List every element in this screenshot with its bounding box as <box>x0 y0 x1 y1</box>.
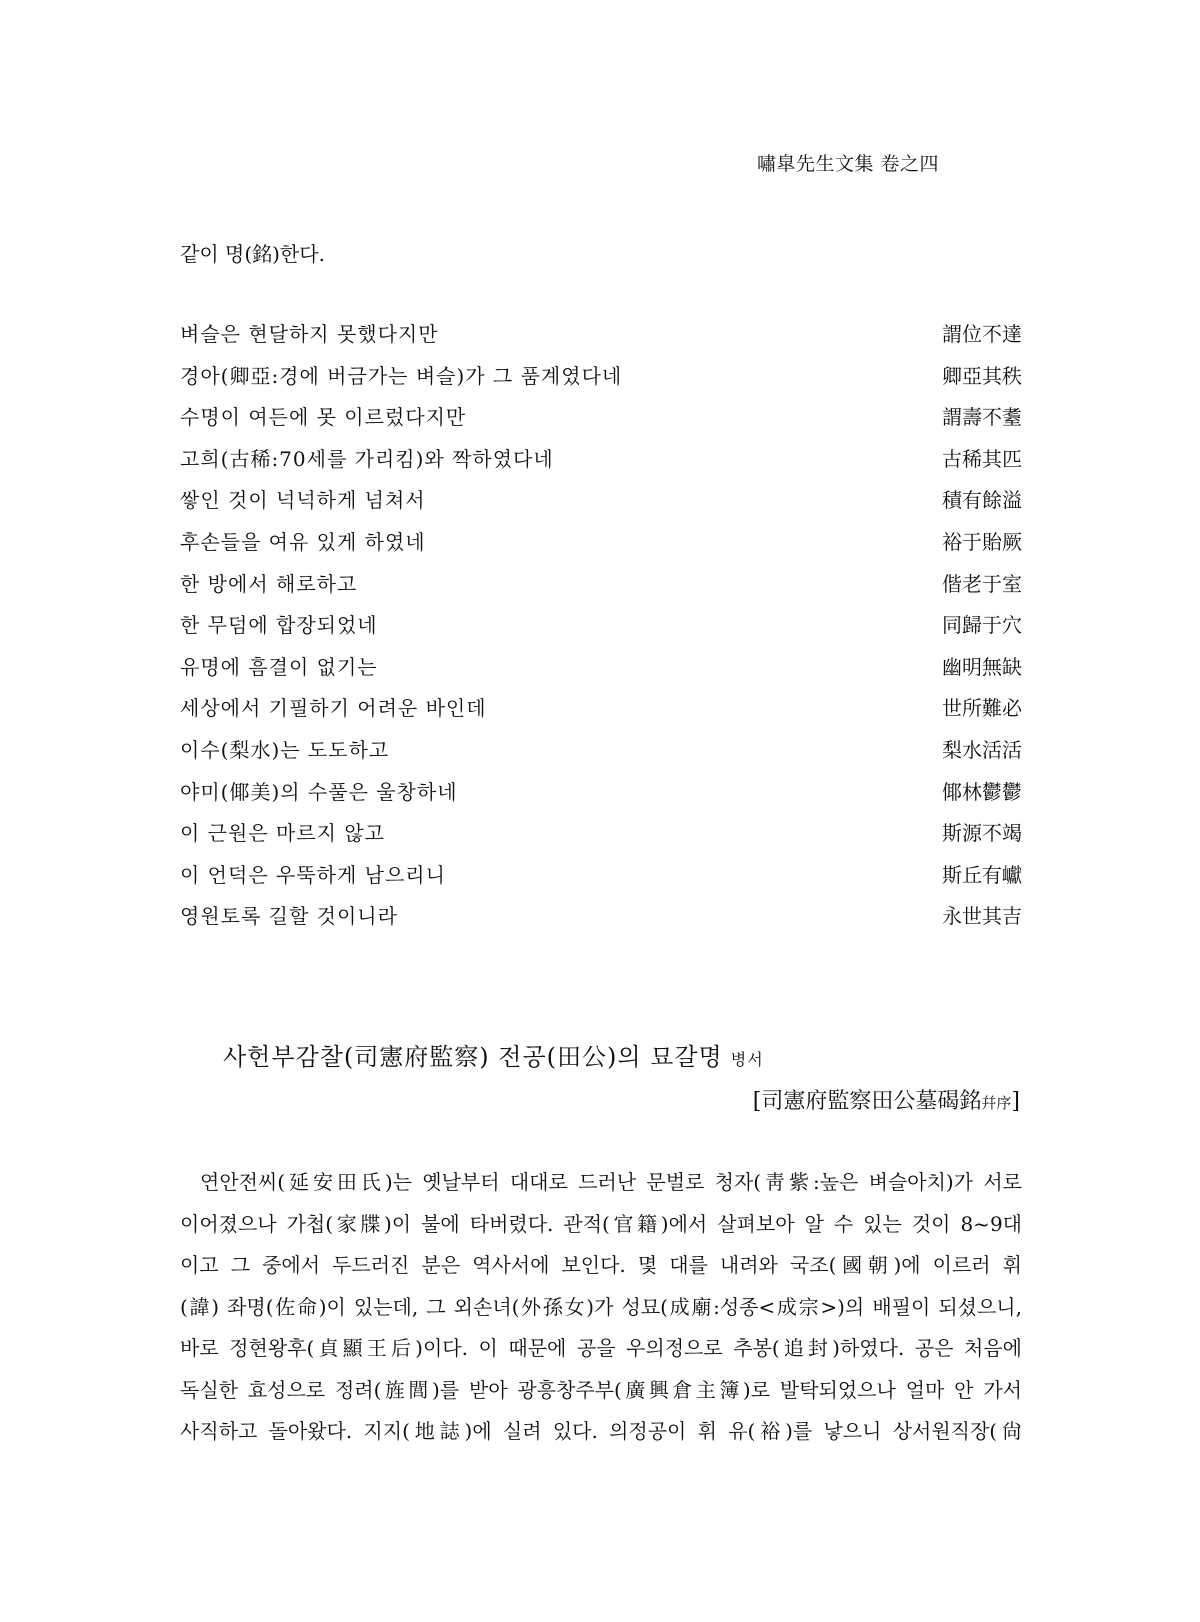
poem-line <box>180 900 1022 942</box>
poem-hanja: 斯源不竭 <box>942 821 1022 846</box>
poem-korean: 세상에서 기필하기 어려운 바인데 <box>180 696 487 721</box>
body-line: 사직하고 돌아왔다. 지지(地誌)에 실려 있다. 의정공이 휘 유(裕)를 낳으니 상서원직장(尙 <box>180 1419 1022 1443</box>
poem-line <box>180 443 1022 485</box>
body-paragraph <box>180 1166 1022 1457</box>
section-subtitle-small: 幷序 <box>981 1094 1012 1112</box>
poem-hanja: 積有餘溢 <box>942 488 1022 513</box>
poem-line <box>180 526 1022 568</box>
poem-korean: 수명이 여든에 못 이르렀다지만 <box>180 405 467 430</box>
poem-line <box>180 692 1022 734</box>
poem-line <box>180 484 1022 526</box>
poem-hanja: 裕于貽厥 <box>942 529 1022 554</box>
poem-korean: 경아(卿亞:경에 버금가는 벼슬)가 그 품계였다네 <box>180 363 623 388</box>
poem-korean: 유명에 흠결이 없기는 <box>180 654 378 679</box>
poem-hanja: 斯丘有巘 <box>942 862 1022 887</box>
poem-hanja: 永世其吉 <box>942 904 1022 929</box>
section-title <box>223 1037 764 1072</box>
poem-hanja: 倻林鬱鬱 <box>942 779 1022 804</box>
poem-korean: 야미(倻美)의 수풀은 울창하네 <box>180 779 458 804</box>
poem-hanja: 卿亞其秩 <box>942 363 1022 388</box>
poem-korean: 이 근원은 마르지 않고 <box>180 821 385 846</box>
section-subtitle-close: ] <box>1011 1089 1020 1114</box>
poem-line <box>180 318 1022 360</box>
body-line: 이어졌으나 가첩(家牒)이 불에 타버렸다. 관적(官籍)에서 살펴보아 알 수 있는 것이 8~9대 <box>180 1211 1022 1236</box>
poem-line <box>180 817 1022 859</box>
poem-korean: 이 언덕은 우뚝하게 남으리니 <box>180 862 446 887</box>
body-line: 이고 그 중에서 두드러진 분은 역사서에 보인다. 몇 대를 내려와 국조(國朝)에 이르러 휘 <box>180 1253 1022 1277</box>
section-subtitle <box>753 1084 1020 1115</box>
poem-korean: 벼슬은 현달하지 못했다지만 <box>180 322 439 346</box>
poem-hanja: 謂壽不耋 <box>942 405 1022 430</box>
poem-line <box>180 401 1022 443</box>
section-subtitle-text: [司憲府監察田公墓碣銘 <box>752 1089 982 1114</box>
poem-hanja: 古稀其匹 <box>942 446 1022 471</box>
body-line: 연안전씨(延安田氏)는 옛날부터 대대로 드러난 문벌로 청자(靑紫:높은 벼슬아치)가 서로 <box>200 1170 1022 1194</box>
inscription-poem <box>180 318 1022 942</box>
poem-line <box>180 651 1022 693</box>
poem-hanja: 梨水活活 <box>942 737 1022 762</box>
poem-line <box>180 776 1022 818</box>
body-line: 바로 정현왕후(貞顯王后)이다. 이 때문에 공을 우의정으로 추봉(追封)하였다. 공은 처음에 <box>180 1336 1022 1360</box>
poem-korean: 한 무덤에 합장되었네 <box>180 613 378 638</box>
poem-korean: 한 방에서 해로하고 <box>180 571 358 596</box>
poem-korean: 영원토록 길할 것이니라 <box>180 904 398 929</box>
poem-korean: 쌓인 것이 넉넉하게 넘쳐서 <box>180 488 426 513</box>
poem-hanja: 謂位不達 <box>942 322 1022 346</box>
poem-korean: 고희(古稀:70세를 가리킴)와 짝하였다네 <box>180 446 554 471</box>
poem-line <box>180 568 1022 610</box>
poem-line <box>180 360 1022 402</box>
poem-hanja: 同歸于穴 <box>942 613 1022 638</box>
body-line: 독실한 효성으로 정려(旌閭)를 받아 광흥창주부(廣興倉主簿)로 발탁되었으나 얼마 안 가서 <box>180 1377 1022 1402</box>
poem-hanja: 幽明無缺 <box>942 654 1022 679</box>
body-line: (諱) 좌명(佐命)이 있는데, 그 외손녀(外孫女)가 성묘(成廟:성종<成宗>)의 배필이 되셨으니, <box>180 1294 1022 1319</box>
running-header: 嘯皐先生文集 卷之四 <box>757 153 940 175</box>
poem-korean: 후손들을 여유 있게 하였네 <box>180 529 426 554</box>
section-title-text: 사헌부감찰(司憲府監察) 전공(田公)의 묘갈명 <box>223 1043 723 1071</box>
poem-hanja: 世所難必 <box>942 696 1022 721</box>
poem-line <box>180 734 1022 776</box>
section-title-note: 병서 <box>730 1050 764 1069</box>
intro-line: 같이 명(銘)한다. <box>180 242 325 266</box>
poem-hanja: 偕老于室 <box>942 571 1022 596</box>
poem-line <box>180 859 1022 901</box>
poem-korean: 이수(梨水)는 도도하고 <box>180 737 390 762</box>
poem-line <box>180 609 1022 651</box>
